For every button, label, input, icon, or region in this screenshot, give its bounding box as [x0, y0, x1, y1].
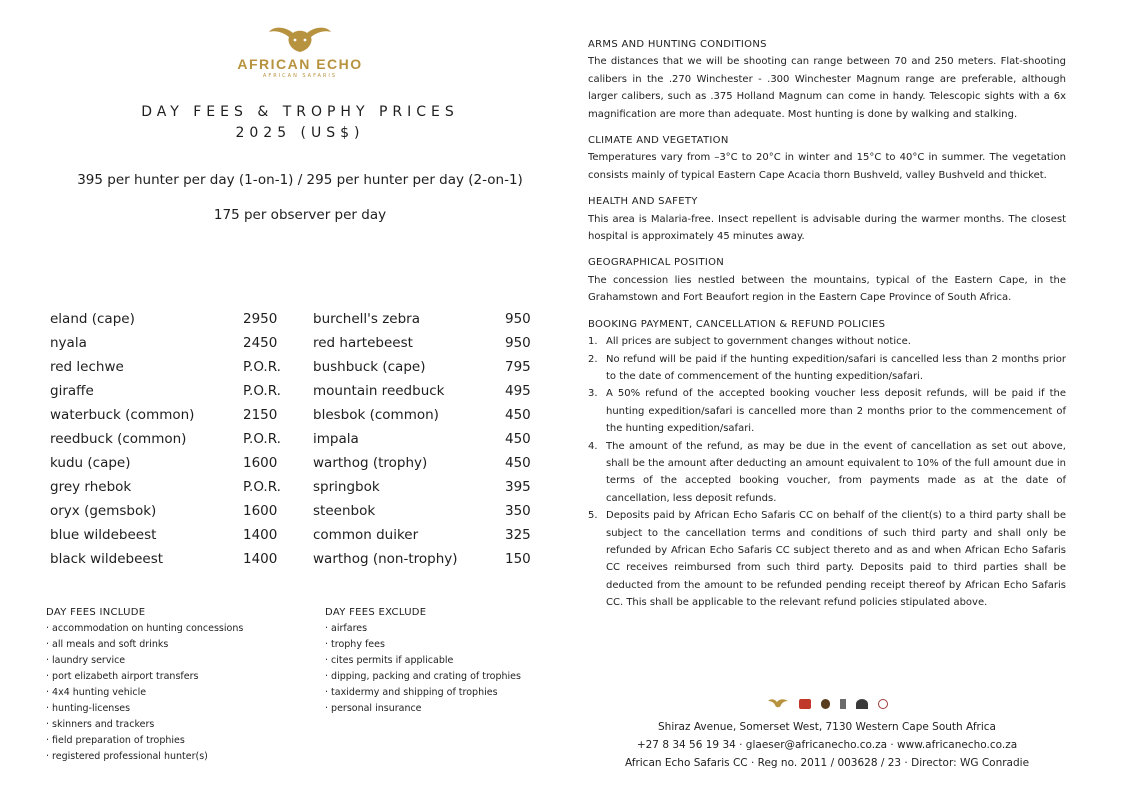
species-name: grey rhebok [50, 479, 132, 495]
species-price: 150 [505, 551, 531, 567]
partner-logos [588, 694, 1066, 714]
species-price: P.O.R. [243, 359, 281, 375]
species-price: 1600 [243, 503, 278, 519]
page-title: DAY FEES & TROPHY PRICES [141, 104, 459, 120]
logo [230, 24, 370, 88]
arms-heading: ARMS AND HUNTING CONDITIONS [588, 39, 767, 50]
climate-heading: CLIMATE AND VEGETATION [588, 135, 729, 147]
species-price: 495 [505, 383, 531, 399]
geo-body: The concession lies nestled between the mountains, typical of the Eastern Cape, in the Grahamstown and Fort Beaufort region in the Eastern Cape Province of South Africa. [588, 274, 1066, 304]
observer-rate: 175 per observer per day [213, 207, 387, 223]
list-item: · taxidermy and shipping of trophies [325, 687, 498, 698]
species-price: 450 [505, 455, 531, 471]
species-name: kudu (cape) [50, 455, 131, 471]
logo-brand: AFRICAN ECHO [237, 56, 363, 72]
buffalo-head-icon [265, 24, 335, 54]
species-name: impala [313, 431, 359, 447]
price-row [50, 451, 293, 475]
price-row [50, 523, 293, 547]
species-name: common duiker [313, 527, 419, 543]
hunters-logo-icon [856, 699, 868, 709]
list-item: · registered professional hunter(s) [46, 751, 208, 762]
item-number: 3. [588, 388, 598, 400]
species-name: springbok [313, 479, 380, 495]
species-price: 950 [505, 335, 531, 351]
species-price: 950 [505, 311, 531, 327]
price-row [50, 355, 293, 379]
list-item: · laundry service [46, 655, 126, 666]
list-item: · all meals and soft drinks [46, 639, 169, 650]
list-item: · port elizabeth airport transfers [46, 671, 199, 682]
item-text: All prices are subject to government changes without notice. [606, 336, 911, 348]
list-item [588, 438, 1066, 508]
item-number: 2. [588, 353, 598, 365]
fees-exclude [325, 605, 521, 717]
item-number: 1. [588, 336, 598, 348]
geo-heading: GEOGRAPHICAL POSITION [588, 257, 725, 269]
fees-include-heading: DAY FEES INCLUDE [46, 607, 146, 618]
list-item: · field preparation of trophies [46, 735, 185, 746]
species-name: nyala [50, 335, 87, 351]
footer-address: Shiraz Avenue, Somerset West, 7130 Western Cape South Africa [658, 721, 996, 733]
antelope-logo-icon [840, 699, 846, 709]
species-name: red lechwe [50, 359, 124, 375]
species-name: mountain reedbuck [313, 383, 445, 399]
species-price: 1400 [243, 551, 278, 567]
price-row [313, 355, 545, 379]
species-price: 350 [505, 503, 531, 519]
price-list-left [50, 307, 293, 571]
list-item: · 4x4 hunting vehicle [46, 687, 147, 698]
species-price: P.O.R. [243, 431, 281, 447]
species-price: 1400 [243, 527, 278, 543]
price-row [313, 307, 545, 331]
price-list-right [313, 307, 545, 571]
booking-policies [588, 333, 1066, 612]
species-price: 325 [505, 527, 531, 543]
fees-exclude-heading: DAY FEES EXCLUDE [325, 607, 427, 618]
association-logo-icon [799, 699, 811, 709]
price-row [313, 523, 545, 547]
price-row [50, 379, 293, 403]
species-name: bushbuck (cape) [313, 359, 426, 375]
item-text: A 50% refund of the accepted booking voucher less deposit refunds, will be paid if the hunting expedition/safari is cancelled more than 2 months prior to the commencement of the hunting expedition/safari. [606, 388, 1066, 435]
climate-body: Temperatures vary from –3°C to 20°C in winter and 15°C to 40°C in summer. The vegetation consists mainly of typical Eastern Cape Acacia thorn Bushveld, valley Bushveld and thicket. [588, 152, 1066, 181]
price-row [50, 475, 293, 499]
list-item: · skinners and trackers [46, 719, 155, 730]
list-item: · trophy fees [325, 639, 385, 650]
item-number: 4. [588, 440, 598, 452]
price-row [313, 331, 545, 355]
item-text: No refund will be paid if the hunting expedition/safari is cancelled less than 2 months prior to the date of commencement of the hunting expedition/safari. [606, 353, 1066, 382]
list-item [588, 333, 1066, 350]
list-item [588, 385, 1066, 437]
footer-contact: +27 8 34 56 19 34 · glaeser@africanecho.co.za · www.africanecho.co.za [636, 739, 1018, 751]
footer-company: African Echo Safaris CC · Reg no. 2011 / 003628 / 23 · Director: WG Conradie [624, 757, 1030, 769]
item-text: The amount of the refund, as may be due in the event of cancellation as set out above, shall be the amount after deducting an amount equivalent to 10% of the full amount due in terms of the accepted booking voucher, from payments made as at the date of cancellation, less deposit refunds. [606, 440, 1066, 504]
species-name: black wildebeest [50, 551, 164, 567]
price-row [50, 331, 293, 355]
species-price: 2150 [243, 407, 278, 423]
list-item [588, 351, 1066, 386]
list-item [588, 507, 1066, 611]
species-name: steenbok [313, 503, 376, 519]
price-row [313, 451, 545, 475]
list-item: · dipping, packing and crating of trophies [325, 671, 521, 682]
right-column [588, 36, 1066, 612]
species-name: eland (cape) [50, 311, 135, 327]
species-name: warthog (trophy) [313, 455, 428, 471]
fees-include [46, 605, 243, 765]
species-price: 1600 [243, 455, 278, 471]
price-row [50, 499, 293, 523]
price-row [313, 499, 545, 523]
species-name: waterbuck (common) [50, 407, 195, 423]
price-row [313, 379, 545, 403]
price-row [313, 547, 545, 571]
price-row [50, 307, 293, 331]
species-price: P.O.R. [243, 383, 281, 399]
footer [588, 694, 1066, 772]
item-number: 5. [588, 510, 598, 522]
hunter-rate: 395 per hunter per day (1-on-1) / 295 per hunter per day (2-on-1) [77, 172, 523, 188]
price-row [313, 403, 545, 427]
list-item: · accommodation on hunting concessions [46, 623, 244, 634]
species-name: oryx (gemsbok) [50, 503, 157, 519]
species-price: 450 [505, 407, 531, 423]
arms-body: The distances that we will be shooting can range between 70 and 250 meters. Flat-shooting calibers in the .270 Winchester - .300 Winchester Magnum range are preferable, although larger calibers, such as .375 Holland Magnum can come in handy. Telescopic sights with a 6x magnification are more than adequate. Most hunting is done by walking and stalking. [588, 56, 1066, 120]
species-price: 395 [505, 479, 531, 495]
list-item: · airfares [325, 623, 368, 634]
species-name: burchell's zebra [313, 311, 420, 327]
price-row [50, 547, 293, 571]
species-price: P.O.R. [243, 479, 281, 495]
health-heading: HEALTH AND SAFETY [588, 196, 698, 208]
health-body: This area is Malaria-free. Insect repellent is advisable during the warmer months. The closest hospital is approximately 45 minutes away. [588, 213, 1066, 243]
buffalo-logo-icon [767, 698, 789, 710]
shield-logo-icon [821, 699, 830, 709]
item-text: Deposits paid by African Echo Safaris CC on behalf of the client(s) to a third party shall be subject to the cancellation terms and conditions of such third party and shall only be refunded by African Echo Safaris CC subject thereto and as and when African Echo Safaris CC receives reimbursed from such third party. Deposits paid to third parties shall be deducted from the amount to be refunded pending receipt thereof by African Echo Safaris CC. This shall be applicable to the relevant refund policies stipulated above. [606, 510, 1066, 609]
species-name: reedbuck (common) [50, 431, 187, 447]
species-price: 2950 [243, 311, 278, 327]
page-subtitle: 2025 (US$) [235, 125, 365, 141]
price-row [50, 427, 293, 451]
species-price: 2450 [243, 335, 278, 351]
species-name: giraffe [50, 383, 94, 399]
species-price: 795 [505, 359, 531, 375]
list-item: · personal insurance [325, 703, 422, 714]
species-name: warthog (non-trophy) [313, 551, 458, 567]
booking-heading: BOOKING PAYMENT, CANCELLATION & REFUND POLICIES [588, 318, 886, 330]
list-item: · cites permits if applicable [325, 655, 454, 666]
species-name: red hartebeest [313, 335, 413, 351]
price-row [50, 403, 293, 427]
price-row [313, 475, 545, 499]
species-price: 450 [505, 431, 531, 447]
species-name: blue wildebeest [50, 527, 157, 543]
emblem-logo-icon [878, 699, 888, 709]
list-item: · hunting-licenses [46, 703, 131, 714]
species-name: blesbok (common) [313, 407, 439, 423]
price-row [313, 427, 545, 451]
logo-subtitle: AFRICAN SAFARIS [262, 73, 338, 79]
